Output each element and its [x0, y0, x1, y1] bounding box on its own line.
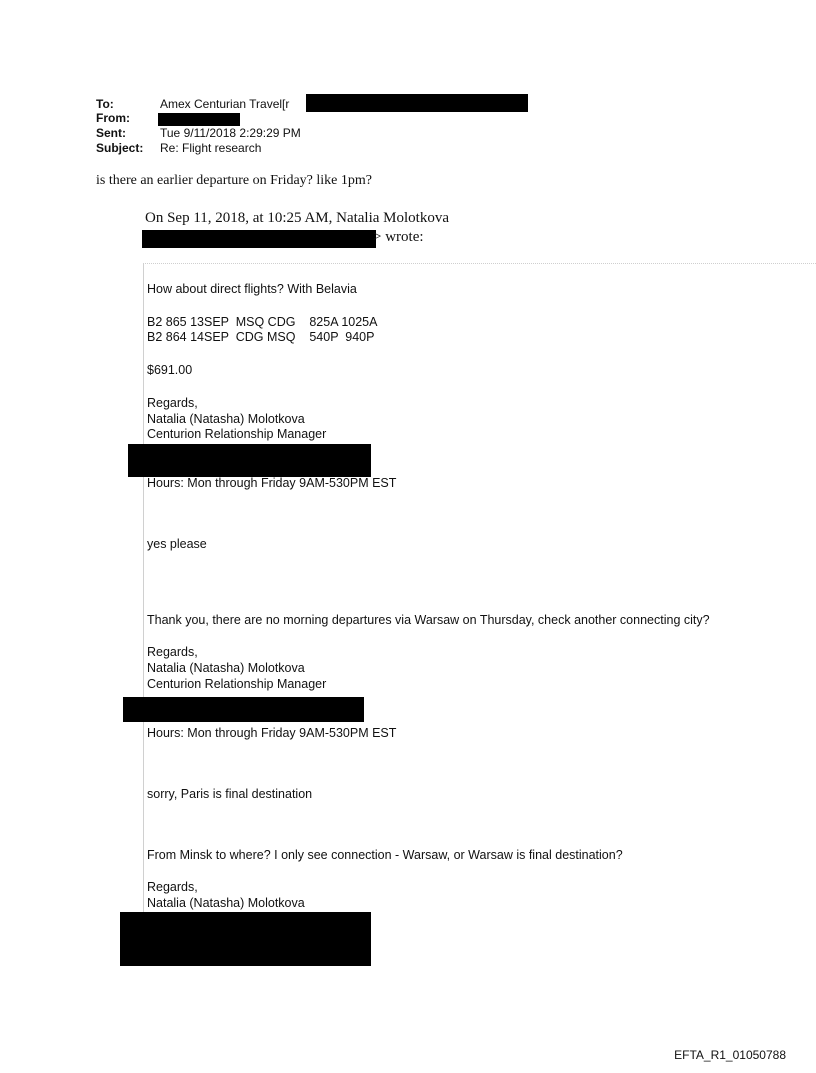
message-minsk-connection: From Minsk to where? I only see connection - Warsaw, or Warsaw is final destination? — [147, 848, 623, 862]
signature-title-2: Centurion Relationship Manager — [147, 677, 327, 691]
flight-row-2: B2 864 14SEP CDG MSQ 540P 940P — [147, 330, 375, 344]
sent-label: Sent: — [96, 126, 126, 140]
signature-regards-2: Regards, — [147, 645, 198, 659]
from-label: From: — [96, 111, 130, 125]
redaction-signature-3 — [120, 912, 371, 966]
signature-title-1: Centurion Relationship Manager — [147, 427, 327, 441]
message-no-morning-departures: Thank you, there are no morning departures via Warsaw on Thursday, check another connecting city? — [147, 613, 710, 627]
sent-value: Tue 9/11/2018 2:29:29 PM — [160, 126, 301, 140]
quote-intro-line2: > wrote: — [373, 229, 424, 245]
signature-hours-2: Hours: Mon through Friday 9AM-530PM EST — [147, 726, 397, 740]
reply-paris-final: sorry, Paris is final destination — [147, 787, 313, 801]
quote-intro-line1: On Sep 11, 2018, at 10:25 AM, Natalia Molotkova — [145, 210, 449, 226]
signature-name-3: Natalia (Natasha) Molotkova — [147, 896, 305, 910]
flight-row-1: B2 865 13SEP MSQ CDG 825A 1025A — [147, 315, 378, 329]
redaction-signature-2 — [123, 697, 364, 722]
redaction-to — [306, 94, 528, 112]
subject-label: Subject: — [96, 141, 144, 155]
quoted-thread-box — [143, 263, 816, 924]
redaction-from — [158, 113, 240, 126]
document-id: EFTA_R1_01050788 — [674, 1048, 786, 1062]
to-label: To: — [96, 97, 114, 111]
redaction-signature-1 — [128, 444, 371, 477]
reply-yes-please: yes please — [147, 537, 207, 551]
price: $691.00 — [147, 363, 193, 377]
signature-hours-1: Hours: Mon through Friday 9AM-530PM EST — [147, 476, 397, 490]
subject-value: Re: Flight research — [160, 141, 262, 155]
signature-name-2: Natalia (Natasha) Molotkova — [147, 661, 305, 675]
message-direct-flights: How about direct flights? With Belavia — [147, 282, 357, 296]
to-value: Amex Centurian Travel[r — [160, 97, 290, 111]
redaction-email-address — [142, 230, 376, 248]
signature-regards-3: Regards, — [147, 880, 198, 894]
body-line: is there an earlier departure on Friday? like 1pm? — [96, 173, 372, 188]
signature-regards-1: Regards, — [147, 396, 198, 410]
signature-name-1: Natalia (Natasha) Molotkova — [147, 412, 305, 426]
